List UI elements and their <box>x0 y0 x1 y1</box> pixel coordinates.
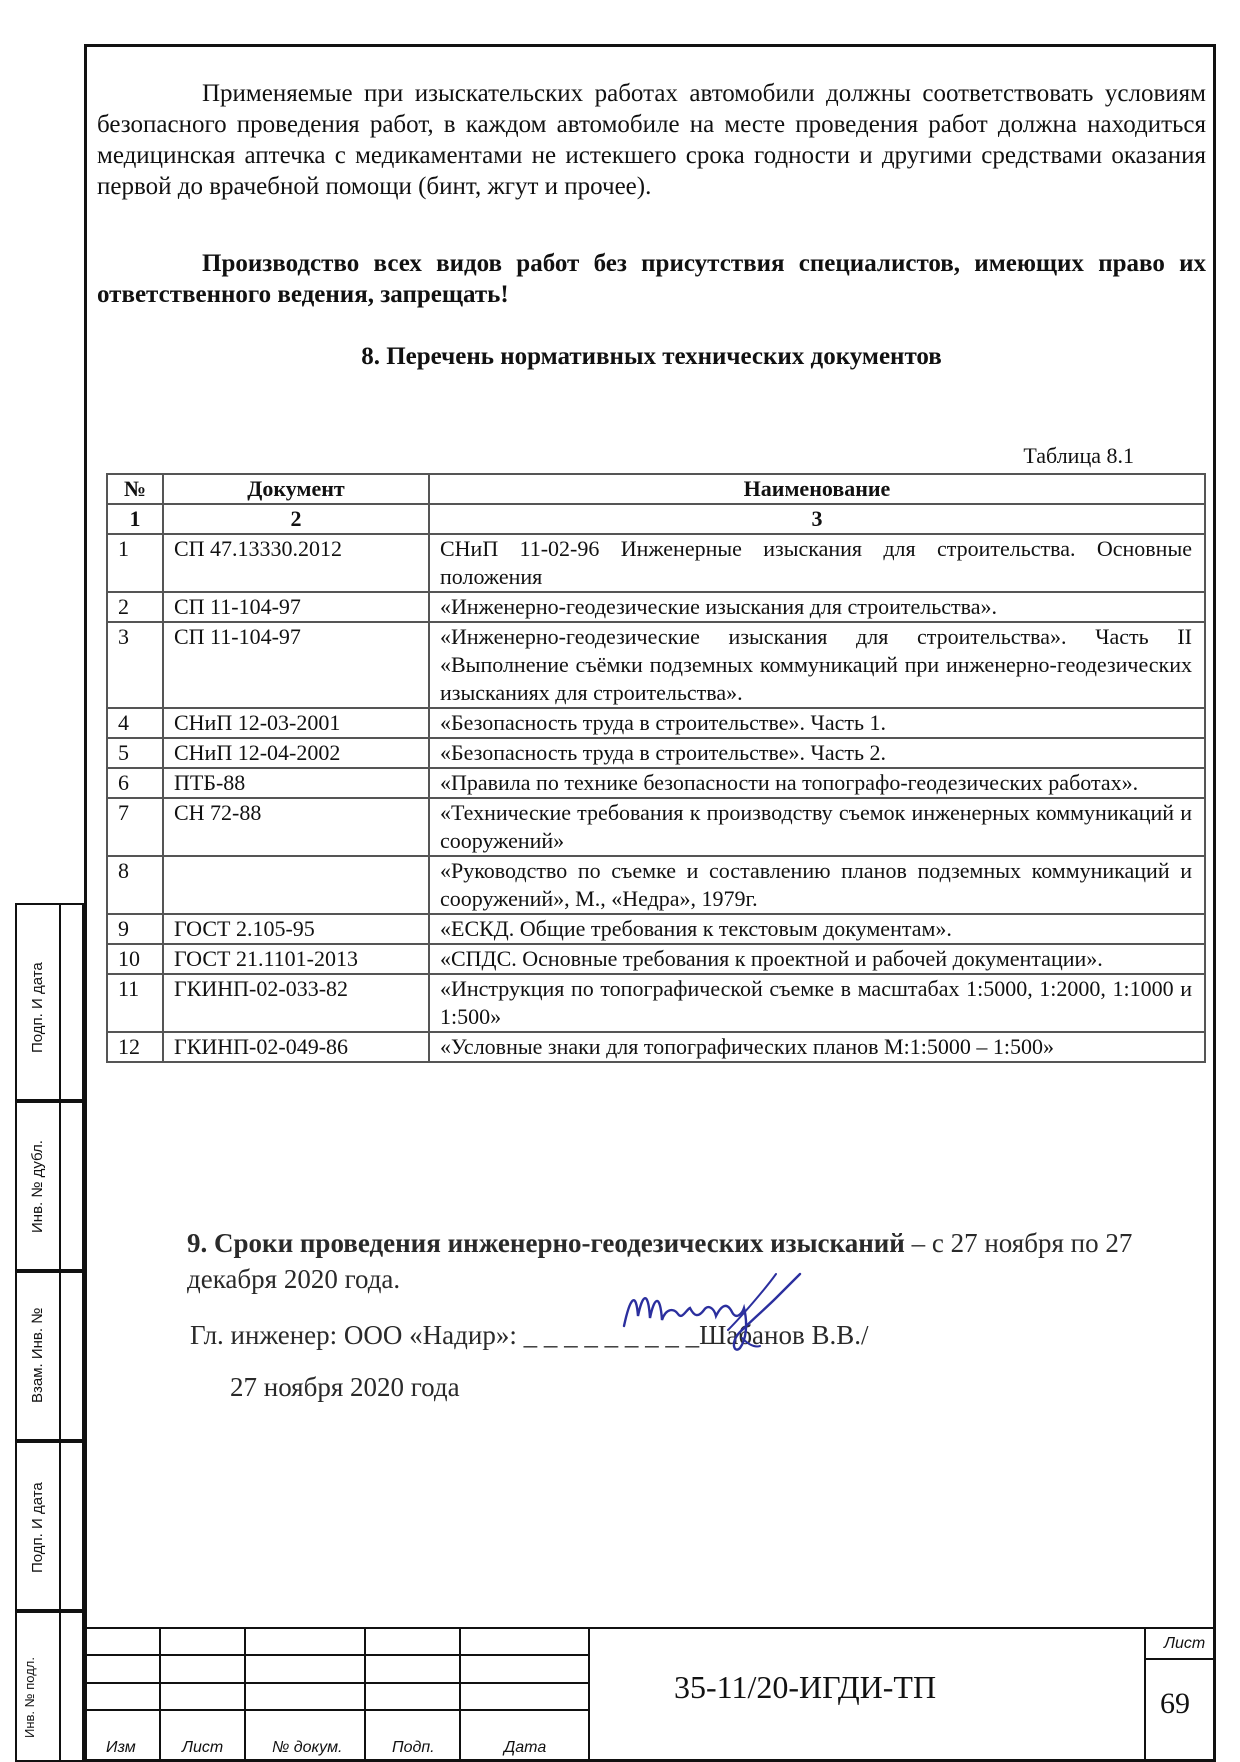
row-document: СП 11-104-97 <box>163 592 429 622</box>
table-row <box>107 974 1205 1032</box>
row-document: СНиП 12-03-2001 <box>163 708 429 738</box>
table-row <box>107 856 1205 914</box>
side-cell-5-value <box>59 1611 84 1762</box>
row-name: «ЕСКД. Общие требования к текстовым документам». <box>429 914 1205 944</box>
row-document: СП 11-104-97 <box>163 622 429 708</box>
header-name: Наименование <box>429 474 1205 504</box>
column-number-3: 3 <box>429 504 1205 534</box>
row-number: 9 <box>107 914 163 944</box>
row-document: ГОСТ 21.1101-2013 <box>163 944 429 974</box>
document-code: 35-11/20-ИГДИ-ТП <box>674 1669 937 1705</box>
row-name: «Условные знаки для топографических планов М:1:5000 – 1:500» <box>429 1032 1205 1062</box>
table-caption: Таблица 8.1 <box>1023 443 1134 468</box>
table-row <box>107 534 1205 592</box>
section-8-title: 8. Перечень нормативных технических документов <box>361 343 942 370</box>
row-number: 11 <box>107 974 163 1032</box>
header-document: Документ <box>163 474 429 504</box>
table-row <box>107 914 1205 944</box>
table-row <box>107 622 1205 708</box>
table-row <box>107 708 1205 738</box>
row-document: ПТБ-88 <box>163 768 429 798</box>
title-block <box>84 1627 1216 1762</box>
signature-date: 27 ноября 2020 года <box>230 1372 460 1402</box>
row-name: «Инженерно-геодезические изыскания для строительства». Часть II «Выполнение съёмки подземных коммуникаций при инженерно-геодезических изысканиях для строительства». <box>429 622 1205 708</box>
row-name: «Безопасность труда в строительстве». Часть 2. <box>429 738 1205 768</box>
row-document: СН 72-88 <box>163 798 429 856</box>
row-document: ГКИНП-02-049-86 <box>163 1032 429 1062</box>
table-row <box>107 592 1205 622</box>
row-number: 6 <box>107 768 163 798</box>
table-row <box>107 1032 1205 1062</box>
row-number: 3 <box>107 622 163 708</box>
side-cell-2-value <box>59 1101 84 1271</box>
row-document: ГКИНП-02-033-82 <box>163 974 429 1032</box>
table-row <box>107 798 1205 856</box>
row-name: «Руководство по съемке и составлению планов подземных коммуникаций и сооружений», М., «Недра», 1979г. <box>429 856 1205 914</box>
table-row <box>107 738 1205 768</box>
section-9-dates: – с 27 ноября по 27 декабря 2020 года. <box>187 1228 1133 1294</box>
row-document: ГОСТ 2.105-95 <box>163 914 429 944</box>
column-number-1: 1 <box>107 504 163 534</box>
row-document <box>163 856 429 914</box>
signer-name: Шабанов В.В./ <box>699 1320 869 1350</box>
section-9-title: 9. Сроки проведения инженерно-геодезических изысканий <box>187 1228 905 1258</box>
documents-table <box>106 473 1206 1063</box>
row-name: СНиП 11-02-96 Инженерные изыскания для строительства. Основные положения <box>429 534 1205 592</box>
side-label-original-inventory: Инв. № подл. <box>22 1657 37 1738</box>
row-document: СП 47.13330.2012 <box>163 534 429 592</box>
table-row <box>107 768 1205 798</box>
column-label-signature: Подп. <box>392 1739 435 1756</box>
side-label-duplicate-inventory: Инв. № дубл. <box>29 1140 46 1233</box>
sheet-number: 69 <box>1160 1687 1190 1720</box>
row-number: 5 <box>107 738 163 768</box>
side-label-signature-date-2: Подп. И дата <box>29 1482 46 1573</box>
column-label-sheet: Лист <box>182 1739 224 1756</box>
handwritten-signature <box>616 1268 816 1378</box>
signer-position: Гл. инженер: ООО «Надир»: <box>190 1320 517 1350</box>
row-number: 2 <box>107 592 163 622</box>
row-name: «Инженерно-геодезические изыскания для строительства». <box>429 592 1205 622</box>
row-number: 7 <box>107 798 163 856</box>
row-number: 8 <box>107 856 163 914</box>
paragraph-vehicles: Применяемые при изыскательских работах автомобили должны соответствовать условиям безопасного проведения работ, в каждом автомобиле на месте проведения работ должна находиться медицинская аптечка с медикаментами не истекшего срока годности и другими средствами оказания первой до врачебной помощи (бинт, жгут и прочее). <box>97 80 1206 200</box>
signature-blank: _ _ _ _ _ _ _ _ _ <box>523 1320 700 1350</box>
side-cell-3-value <box>59 1271 84 1441</box>
header-number: № <box>107 474 163 504</box>
table-row <box>107 944 1205 974</box>
row-name: «СПДС. Основные требования к проектной и рабочей документации». <box>429 944 1205 974</box>
side-stamp <box>15 903 84 1762</box>
row-name: «Правила по технике безопасности на топографо-геодезических работах». <box>429 768 1205 798</box>
row-document: СНиП 12-04-2002 <box>163 738 429 768</box>
column-label-date: Дата <box>504 1739 547 1756</box>
row-name: «Технические требования к производству съемок инженерных коммуникаций и сооружений» <box>429 798 1205 856</box>
sheet-label: Лист <box>1164 1635 1206 1652</box>
row-number: 10 <box>107 944 163 974</box>
column-label-document-number: № докум. <box>272 1739 343 1756</box>
row-number: 12 <box>107 1032 163 1062</box>
row-number: 4 <box>107 708 163 738</box>
row-number: 1 <box>107 534 163 592</box>
side-cell-1-value <box>59 903 84 1101</box>
side-cell-4-value <box>59 1441 84 1611</box>
row-name: «Безопасность труда в строительстве». Часть 1. <box>429 708 1205 738</box>
side-label-replacement-inventory: Взам. Инв. № <box>29 1307 46 1403</box>
table-body <box>107 534 1205 1062</box>
column-number-2: 2 <box>163 504 429 534</box>
column-label-change: Изм <box>106 1739 136 1756</box>
side-label-signature-date: Подп. И дата <box>29 962 46 1053</box>
row-name: «Инструкция по топографической съемке в масштабах 1:5000, 1:2000, 1:1000 и 1:500» <box>429 974 1205 1032</box>
paragraph-warning: Производство всех видов работ без присутствия специалистов, имеющих право их ответственного ведения, запрещать! <box>97 250 1206 308</box>
